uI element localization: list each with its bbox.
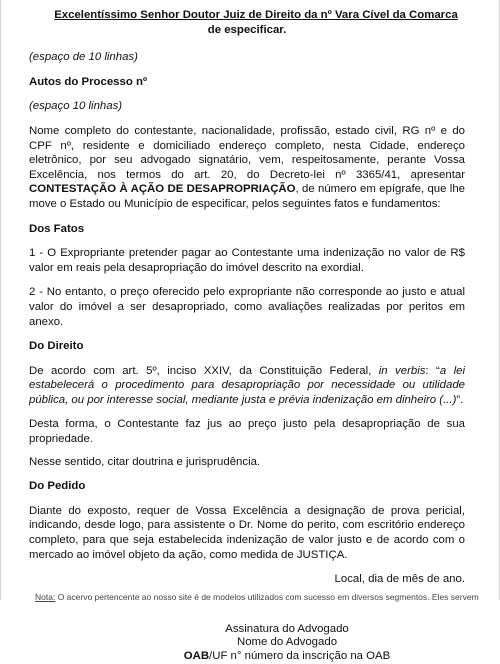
facts-heading: Dos Fatos <box>29 222 85 235</box>
case-number-label: Autos do Processo nº <box>29 75 148 88</box>
signature-block <box>109 623 465 664</box>
law-p1-colon: : “ <box>425 364 440 377</box>
footnote <box>35 590 479 605</box>
oab-rest: /UF n° número da inscrição na OAB <box>209 650 391 662</box>
place-date: Local, dia de mês de ano. <box>334 573 465 586</box>
court-address-heading-cont: de especificar. <box>207 23 287 36</box>
court-address-heading: Excelentíssimo Senhor Doutor Juiz de Direito da nº Vara Cível da Comarca <box>54 9 458 21</box>
spacing-note-2: (espaço 10 linhas) <box>29 100 123 113</box>
intro-paragraph <box>29 124 465 212</box>
law-paragraph-1 <box>29 364 465 408</box>
intro-text-after: , de número em epígrafe, que lhe move o Estado ou Município de especificar, pelos seguintes fatos e fundamentos: <box>29 183 465 210</box>
law-p1-quote: a lei estabelecerá o procedimento para desapropriação por necessidade ou utilidade pública, ou por interesse social, mediante justa e prévia indenização em dinheiro (...) <box>29 364 465 406</box>
law-heading: Do Direito <box>29 340 84 353</box>
intro-text: Nome completo do contestante, nacionalidade, profissão, estado civil, RG nº e do CPF nº, residente e domiciliado endereço completo, nesta Cidade, endereço eletrônico, por seu advogado signatário, vem, respeitosamente, perante Vossa Excelência, nos termos do art. 20, do Decreto-lei nº 3365/41, apresentar <box>29 124 465 181</box>
spacing-note-1: (espaço de 10 linhas) <box>29 51 138 64</box>
request-heading: Do Pedido <box>29 480 86 493</box>
law-p1-text: De acordo com art. 5º, inciso XXIV, da Constituição Federal, <box>29 364 379 377</box>
law-paragraph-2: Desta forma, o Contestante faz jus ao preço justo pela desapropriação de sua propriedade. <box>29 418 465 446</box>
oab-label: OAB <box>183 650 210 662</box>
oab-number <box>109 650 465 664</box>
footnote-text: O acervo pertencente ao nosso site é de modelos utilizados com sucesso em diversos segmentos. Eles servem <box>55 592 479 602</box>
signature-line: Assinatura do Advogado <box>225 622 349 635</box>
law-paragraph-3: Nesse sentido, citar doutrina e jurisprudência. <box>29 455 261 468</box>
lawyer-name: Nome do Advogado <box>236 636 338 649</box>
request-paragraph: Diante do exposto, requer de Vossa Excelência a designação de prova pericial, indicando, desde logo, para assistente o Dr. Nome do perito, com escritório endereço completo, para que seja estabelecida indenização de valor justo e de acordo com o mercado ao imóvel objeto da ação, como medida de JUSTIÇA. <box>29 504 465 561</box>
fact-item-2: 2 - No entanto, o preço oferecido pelo expropriante não corresponde ao justo e atual valor do imóvel a ser desapropriado, como avaliações realizadas por peritos em anexo. <box>29 286 465 328</box>
fact-item-1: 1 - O Expropriante pretender pagar ao Contestante uma indenização no valor de R$ valor em reais pela desapropriação do imóvel descrito na exordial. <box>29 247 465 274</box>
intro-title-bold: CONTESTAÇÃO À AÇÃO DE DESAPROPRIAÇÃO <box>29 183 296 196</box>
law-p1-end: ”. <box>456 393 464 406</box>
footnote-label: Nota: <box>35 592 56 602</box>
law-p1-verbis: in verbis <box>378 364 426 377</box>
